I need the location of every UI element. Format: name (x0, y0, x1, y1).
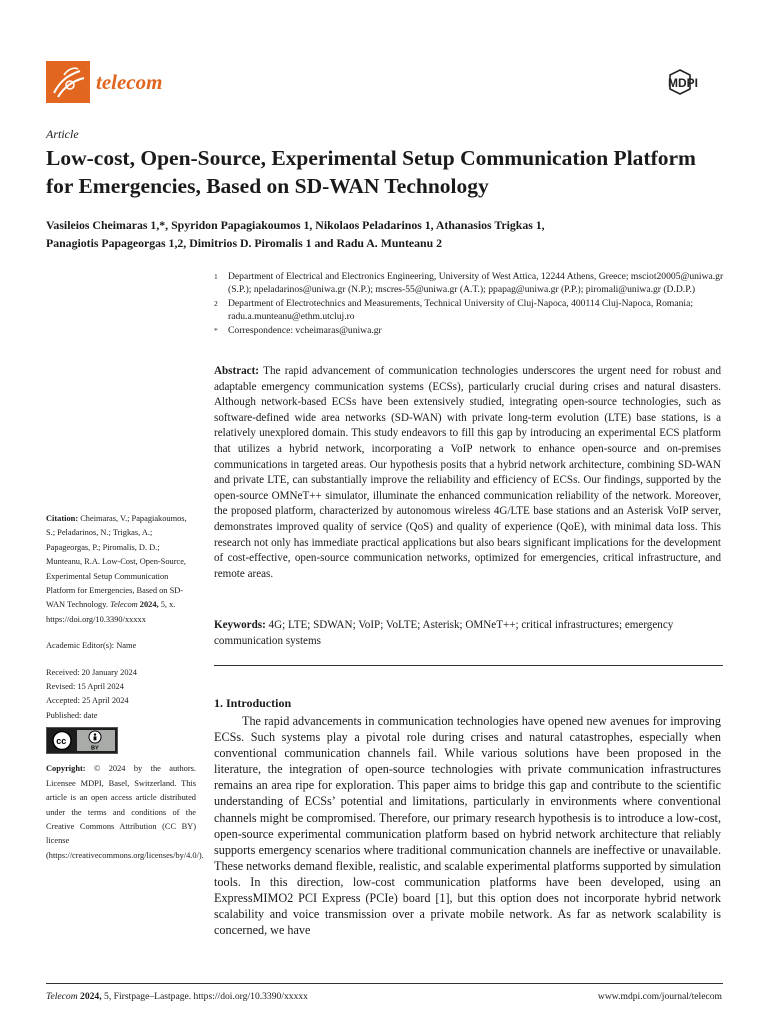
citation-text: Cheimaras, V.; Papagiakoumos, S.; Peladarinos, N.; Trigkas, A.; Papageorgas, P.; Piromalis, D. D.; Munteanu, R.A. Low-Cost, Open-Source, Experimental Setup Communication Platform for Emergencies, Based on SD-WAN Technology. (46, 514, 187, 610)
journal-logo-icon (46, 61, 90, 103)
received-date: Received: 20 January 2024 (46, 667, 137, 677)
abstract-label: Abstract: (214, 365, 259, 377)
cc-by-label: BY (91, 745, 99, 752)
footer-year: 2024, (80, 991, 102, 1002)
citation-doi[interactable]: 5, x. https://doi.org/10.3390/xxxxx (46, 600, 176, 624)
svg-text:cc: cc (56, 736, 67, 747)
citation-block (46, 512, 196, 627)
publisher-logo[interactable] (666, 67, 720, 97)
journal-name[interactable]: telecom (96, 70, 163, 94)
affiliation-item (214, 297, 734, 324)
keywords (214, 618, 721, 649)
footer-journal-url[interactable]: www.mdpi.com/journal/telecom (597, 991, 722, 1002)
affiliation-item (214, 324, 734, 337)
affiliation-item (214, 270, 734, 297)
affiliation-marker: 2 (214, 298, 218, 308)
section-heading: 1. Introduction (214, 696, 292, 710)
affiliation-list (214, 270, 734, 337)
copyright-text: © 2024 by the authors. Licensee MDPI, Basel, Switzerland. This article is an open access article distributed under the terms and conditions of the Creative Commons Attribution (CC BY) license (https://creativecommons.org/licenses/by/4.0/). (46, 764, 204, 860)
footer-journal: Telecom (46, 991, 78, 1002)
revised-date: Revised: 15 April 2024 (46, 682, 124, 692)
keywords-label: Keywords: (214, 619, 266, 631)
correspondence-text: Correspondence: vcheimaras@uniwa.gr (228, 324, 382, 336)
affiliation-marker: 1 (214, 272, 218, 281)
footer-doi[interactable]: 5, Firstpage–Lastpage. https://doi.org/10.3390/xxxxx (104, 991, 308, 1002)
publisher-logo-text: MDPI (668, 76, 698, 90)
accepted-date: Accepted: 25 April 2024 (46, 696, 129, 706)
mdpi-logo-icon (666, 67, 720, 97)
cc-license-badge[interactable] (46, 727, 118, 754)
footer-citation (46, 991, 308, 1002)
affiliation-text: Department of Electrotechnics and Measurements, Technical University of Cluj-Napoca, 400114 Cluj-Napoca, Romania; radu.a.munteanu@ethm.utcluj.ro (228, 297, 694, 323)
keywords-text: 4G; LTE; SDWAN; VoIP; VoLTE; Asterisk; OMNeT++; critical infrastructures; emergency communication systems (214, 619, 674, 647)
citation-year: 2024, (139, 600, 159, 610)
affiliation-text: Department of Electrical and Electronics Engineering, University of West Attica, 12244 Athens, Greece; msciot20005@uniwa.gr (S.P.); npeladarinos@uniwa.gr (N.P.); mscres-55@uniwa.gr (A.T.); ppapag@uniwa.gr (P.P.); piromali@uniwa.gr (D.D.P.) (228, 271, 724, 296)
citation-label: Citation: (46, 514, 79, 523)
footer-divider (46, 983, 723, 984)
sidebar (46, 512, 204, 863)
affiliation-marker: * (214, 325, 218, 335)
published-date: Published: date (46, 710, 98, 720)
section-divider (214, 665, 723, 666)
copyright-block (46, 762, 204, 863)
page-title: Low-cost, Open-Source, Experimental Setup Communication Platform for Emergencies, Based on SD-WAN Technology (46, 146, 696, 198)
author-line-2[interactable]: Panagiotis Papageorgas 1,2, Dimitrios D. Piromalis 1 and Radu A. Munteanu 2 (46, 236, 442, 250)
author-list (46, 216, 726, 252)
cc-by-icon (47, 728, 117, 753)
author-line-1[interactable]: Vasileios Cheimaras 1,*, Spyridon Papagiakoumos 1, Nikolaos Peladarinos 1, Athanasios Trigkas 1, (46, 218, 545, 232)
abstract-text: The rapid advancement of communication technologies underscores the urgent need for robust and adaptable emergency communication systems (ECSs), particularly crucial during crises and natural disasters. Although network-based ECSs have been extensively studied, integrating open-source technologies, such as software-defined wide area networks (SD-WAN) with private long-term evolution (LTE) base stations, is a relatively unexplored domain. This study endeavors to fill this gap by introducing an experimental ECS platform that utilizes a hybrid network, incorporating a VoIP network to enhance open-source and on-premises communications in targeted areas. Our hypothesis posits that a hybrid network architecture, combining SD-WAN and private LTE, can substantially improve the reliability and efficiency of ECSs. Our findings, supported by the open-source OMNeT++ simulator, illuminate the enhanced communication reliability of the network. Moreover, the proposed platform, characterized by autonomous wireless 4G/LTE base stations and an Asterisk VoIP server, demonstrates improved quality of service (QoS) and quality of experience (QoE), with minimal data loss. This research not only has immediate practical applications but also bears significant implications for the development of cost-effective, open-source communication networks, optimized for emergencies, critical infrastructure, and remote areas. (214, 365, 721, 580)
citation-journal: Telecom (110, 600, 138, 610)
article-type: Article (46, 127, 79, 141)
copyright-label: Copyright: (46, 764, 86, 774)
introduction-paragraph: The rapid advancements in communication technologies have opened new avenues for improving ECSs. Such systems play a pivotal role during crises and natural catastrophes, especially when conventional communication channels fail. While various solutions have been proposed in the literature, the integration of open-source technologies with private communication infrastructures remains an area ripe for exploration. This paper aims to bridge this gap and contribute to the scientific understanding of ECSs’ potential and limitations, particularly in environments where conventional channels might be compromised. Therefore, our primary research hypothesis is to introduce a low-cost, open-source experimental communication platform based on hybrid network architecture that reliably supports emergency scenarios where traditional communication channels are ineffective or unavailable. These networks demand flexible, realistic, and scalable experimental platforms supported by simulation tools. In this direction, low-cost communication platforms have been developed, using an ExpressMIMO2 PCI Express (PCIe) board [1], but this option does not incorporate hybrid network scalability and voice transmission over a private mobile network. As far as network scalability is concerned, we have (214, 714, 721, 938)
academic-editor: Academic Editor(s): Name (46, 641, 137, 651)
abstract (214, 364, 721, 582)
signal-waves-icon (46, 61, 90, 103)
